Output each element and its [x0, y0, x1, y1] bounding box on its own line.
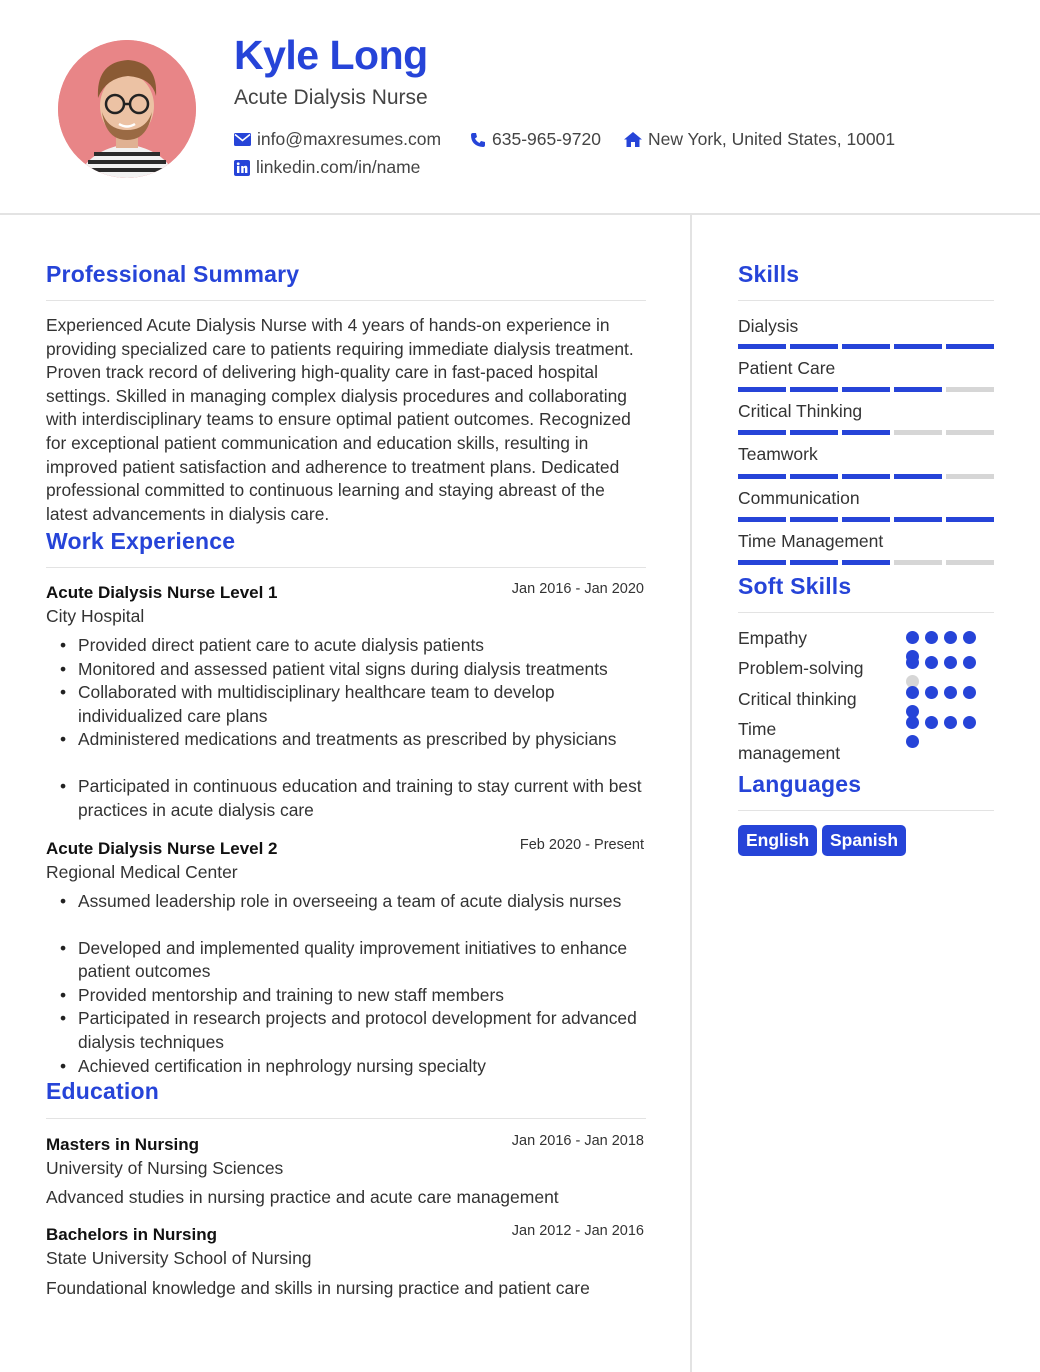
language-badge: English [738, 825, 817, 856]
skill-segment [790, 344, 838, 349]
education-rule [46, 1118, 646, 1119]
rating-dot [906, 656, 919, 669]
skill-segment [738, 387, 786, 392]
skill-level-bar [738, 344, 994, 350]
linkedin-text: linkedin.com/in/name [256, 157, 421, 177]
skill-name: Teamwork [738, 444, 818, 464]
skill-segment [842, 474, 890, 479]
skill-segment [894, 517, 942, 522]
job-organization: City Hospital [46, 606, 145, 626]
skill-segment [946, 517, 994, 522]
list-item: • Participated in research projects and protocol development for advanced dialysis techniques [58, 1007, 658, 1054]
rating-dot [906, 631, 919, 644]
job-date: Feb 2020 - Present [519, 837, 644, 853]
skill-level-bar [738, 387, 994, 393]
experience-heading: Work Experience [46, 528, 236, 554]
skill-segment [842, 344, 890, 349]
skill-segment [738, 474, 786, 479]
languages-heading: Languages [738, 771, 862, 797]
rating-dot [944, 656, 957, 669]
resume-header [0, 0, 1040, 215]
skill-segment [790, 387, 838, 392]
rating-dot [963, 686, 976, 699]
contact-email[interactable] [234, 129, 441, 150]
email-text: info@maxresumes.com [257, 129, 442, 149]
skill-segment [790, 517, 838, 522]
list-item: • Achieved certification in nephrology nursing specialty [58, 1055, 658, 1079]
rating-dot [925, 716, 938, 729]
skill-segment [946, 387, 994, 392]
skill-segment [894, 387, 942, 392]
skill-name: Patient Care [738, 358, 836, 378]
soft-skill-name: Critical thinking [738, 689, 857, 709]
linkedin-icon [234, 160, 250, 176]
summary-text: Experienced Acute Dialysis Nurse with 4 years of hands-on experience in providing specialized care to patients requiring immediate dialysis treatment. Proven track record of delivering high-quality care in fast-paced hospital settings. Skilled in managing complex dialysis procedures and collaborating with interdisciplinary teams to ensure optimal patient outcomes. Recognized for exceptional patient communication and education skills, resulting in improved patient satisfaction and adherence to treatment plans. Dedicated professional committed to continuous learning and staying abreast of the latest advancements in dialysis care. [46, 315, 634, 524]
job-bullets [58, 890, 658, 1078]
contact-linkedin[interactable] [234, 157, 420, 178]
skill-segment [790, 560, 838, 565]
soft-skills-heading: Soft Skills [738, 573, 852, 599]
list-item: • Provided direct patient care to acute dialysis patients [58, 634, 658, 658]
job-bullets [58, 634, 658, 822]
skills-rule [738, 300, 994, 301]
soft-skill-name: Time management [738, 719, 841, 763]
skill-segment [738, 344, 786, 349]
contact-location [624, 129, 895, 150]
languages-rule [738, 810, 994, 811]
envelope-icon [234, 133, 251, 146]
skill-segment [946, 560, 994, 565]
summary-heading: Professional Summary [46, 261, 300, 287]
rating-dot [963, 716, 976, 729]
location-text: New York, United States, 10001 [648, 129, 896, 149]
rating-dot [944, 716, 957, 729]
skill-segment [842, 387, 890, 392]
skill-segment [738, 430, 786, 435]
skill-segment [894, 430, 942, 435]
skill-segment [894, 560, 942, 565]
rating-dot [906, 686, 919, 699]
job-organization: Regional Medical Center [46, 862, 238, 882]
skill-segment [790, 474, 838, 479]
profile-photo [58, 40, 196, 178]
soft-skill-rating [906, 686, 982, 718]
skill-segment [842, 517, 890, 522]
experience-rule [46, 567, 646, 568]
education-description: Foundational knowledge and skills in nursing practice and patient care [46, 1278, 590, 1298]
skill-segment [738, 517, 786, 522]
rating-dot [925, 686, 938, 699]
soft-skill-name: Problem-solving [738, 658, 864, 678]
soft-skill-rating [906, 716, 982, 748]
rating-dot [944, 631, 957, 644]
rating-dot [925, 656, 938, 669]
summary-rule [46, 300, 646, 301]
school-name: University of Nursing Sciences [46, 1158, 284, 1178]
job-title: Acute Dialysis Nurse Level 2 [46, 839, 278, 858]
soft-skill-rating [906, 656, 982, 688]
skill-level-bar [738, 517, 994, 523]
language-badge: Spanish [822, 825, 906, 856]
job-date: Jan 2016 - Jan 2020 [511, 581, 644, 597]
education-date: Jan 2016 - Jan 2018 [511, 1133, 644, 1149]
skill-segment [946, 344, 994, 349]
list-item: • Monitored and assessed patient vital signs during dialysis treatments [58, 658, 658, 682]
school-name: State University School of Nursing [46, 1248, 312, 1268]
list-item: • Provided mentorship and training to new staff members [58, 984, 658, 1008]
job-title: Acute Dialysis Nurse Level 1 [46, 583, 278, 602]
rating-dot [906, 716, 919, 729]
phone-text: 635-965-9720 [492, 129, 601, 149]
rating-dot [963, 631, 976, 644]
skill-segment [946, 430, 994, 435]
rating-dot [925, 631, 938, 644]
skill-segment [790, 430, 838, 435]
list-item: • Collaborated with multidisciplinary healthcare team to develop individualized care plans [58, 681, 658, 728]
column-divider [690, 215, 692, 1372]
skill-name: Critical Thinking [738, 401, 863, 421]
skill-name: Dialysis [738, 316, 799, 336]
skill-name: Time Management [738, 531, 884, 551]
skill-name: Communication [738, 488, 860, 508]
skill-segment [894, 344, 942, 349]
education-heading: Education [46, 1078, 159, 1104]
avatar [58, 40, 196, 178]
skill-segment [946, 474, 994, 479]
phone-icon [470, 132, 486, 148]
list-item: • Participated in continuous education and training to stay current with best practices in acute dialysis care [58, 775, 658, 822]
skill-segment [842, 430, 890, 435]
skill-level-bar [738, 474, 994, 480]
degree-title: Bachelors in Nursing [46, 1225, 217, 1244]
skill-segment [738, 560, 786, 565]
rating-dot [906, 735, 919, 748]
list-item: • Assumed leadership role in overseeing a team of acute dialysis nurses [58, 890, 658, 914]
soft-skill-name: Empathy [738, 628, 808, 648]
education-date: Jan 2012 - Jan 2016 [511, 1223, 644, 1239]
degree-title: Masters in Nursing [46, 1135, 200, 1154]
candidate-role: Acute Dialysis Nurse [234, 86, 428, 109]
home-icon [624, 132, 642, 147]
rating-dot [963, 656, 976, 669]
education-description: Advanced studies in nursing practice and acute care management [46, 1187, 559, 1207]
soft-skills-rule [738, 612, 994, 613]
rating-dot [944, 686, 957, 699]
skill-segment [894, 474, 942, 479]
list-item: • Administered medications and treatments as prescribed by physicians [58, 728, 658, 752]
skill-level-bar [738, 560, 994, 566]
skills-heading: Skills [738, 261, 800, 287]
contact-phone[interactable] [470, 129, 601, 150]
skill-segment [842, 560, 890, 565]
skill-level-bar [738, 430, 994, 436]
list-item: • Developed and implemented quality improvement initiatives to enhance patient outcomes [58, 937, 658, 984]
candidate-name: Kyle Long [234, 32, 428, 78]
